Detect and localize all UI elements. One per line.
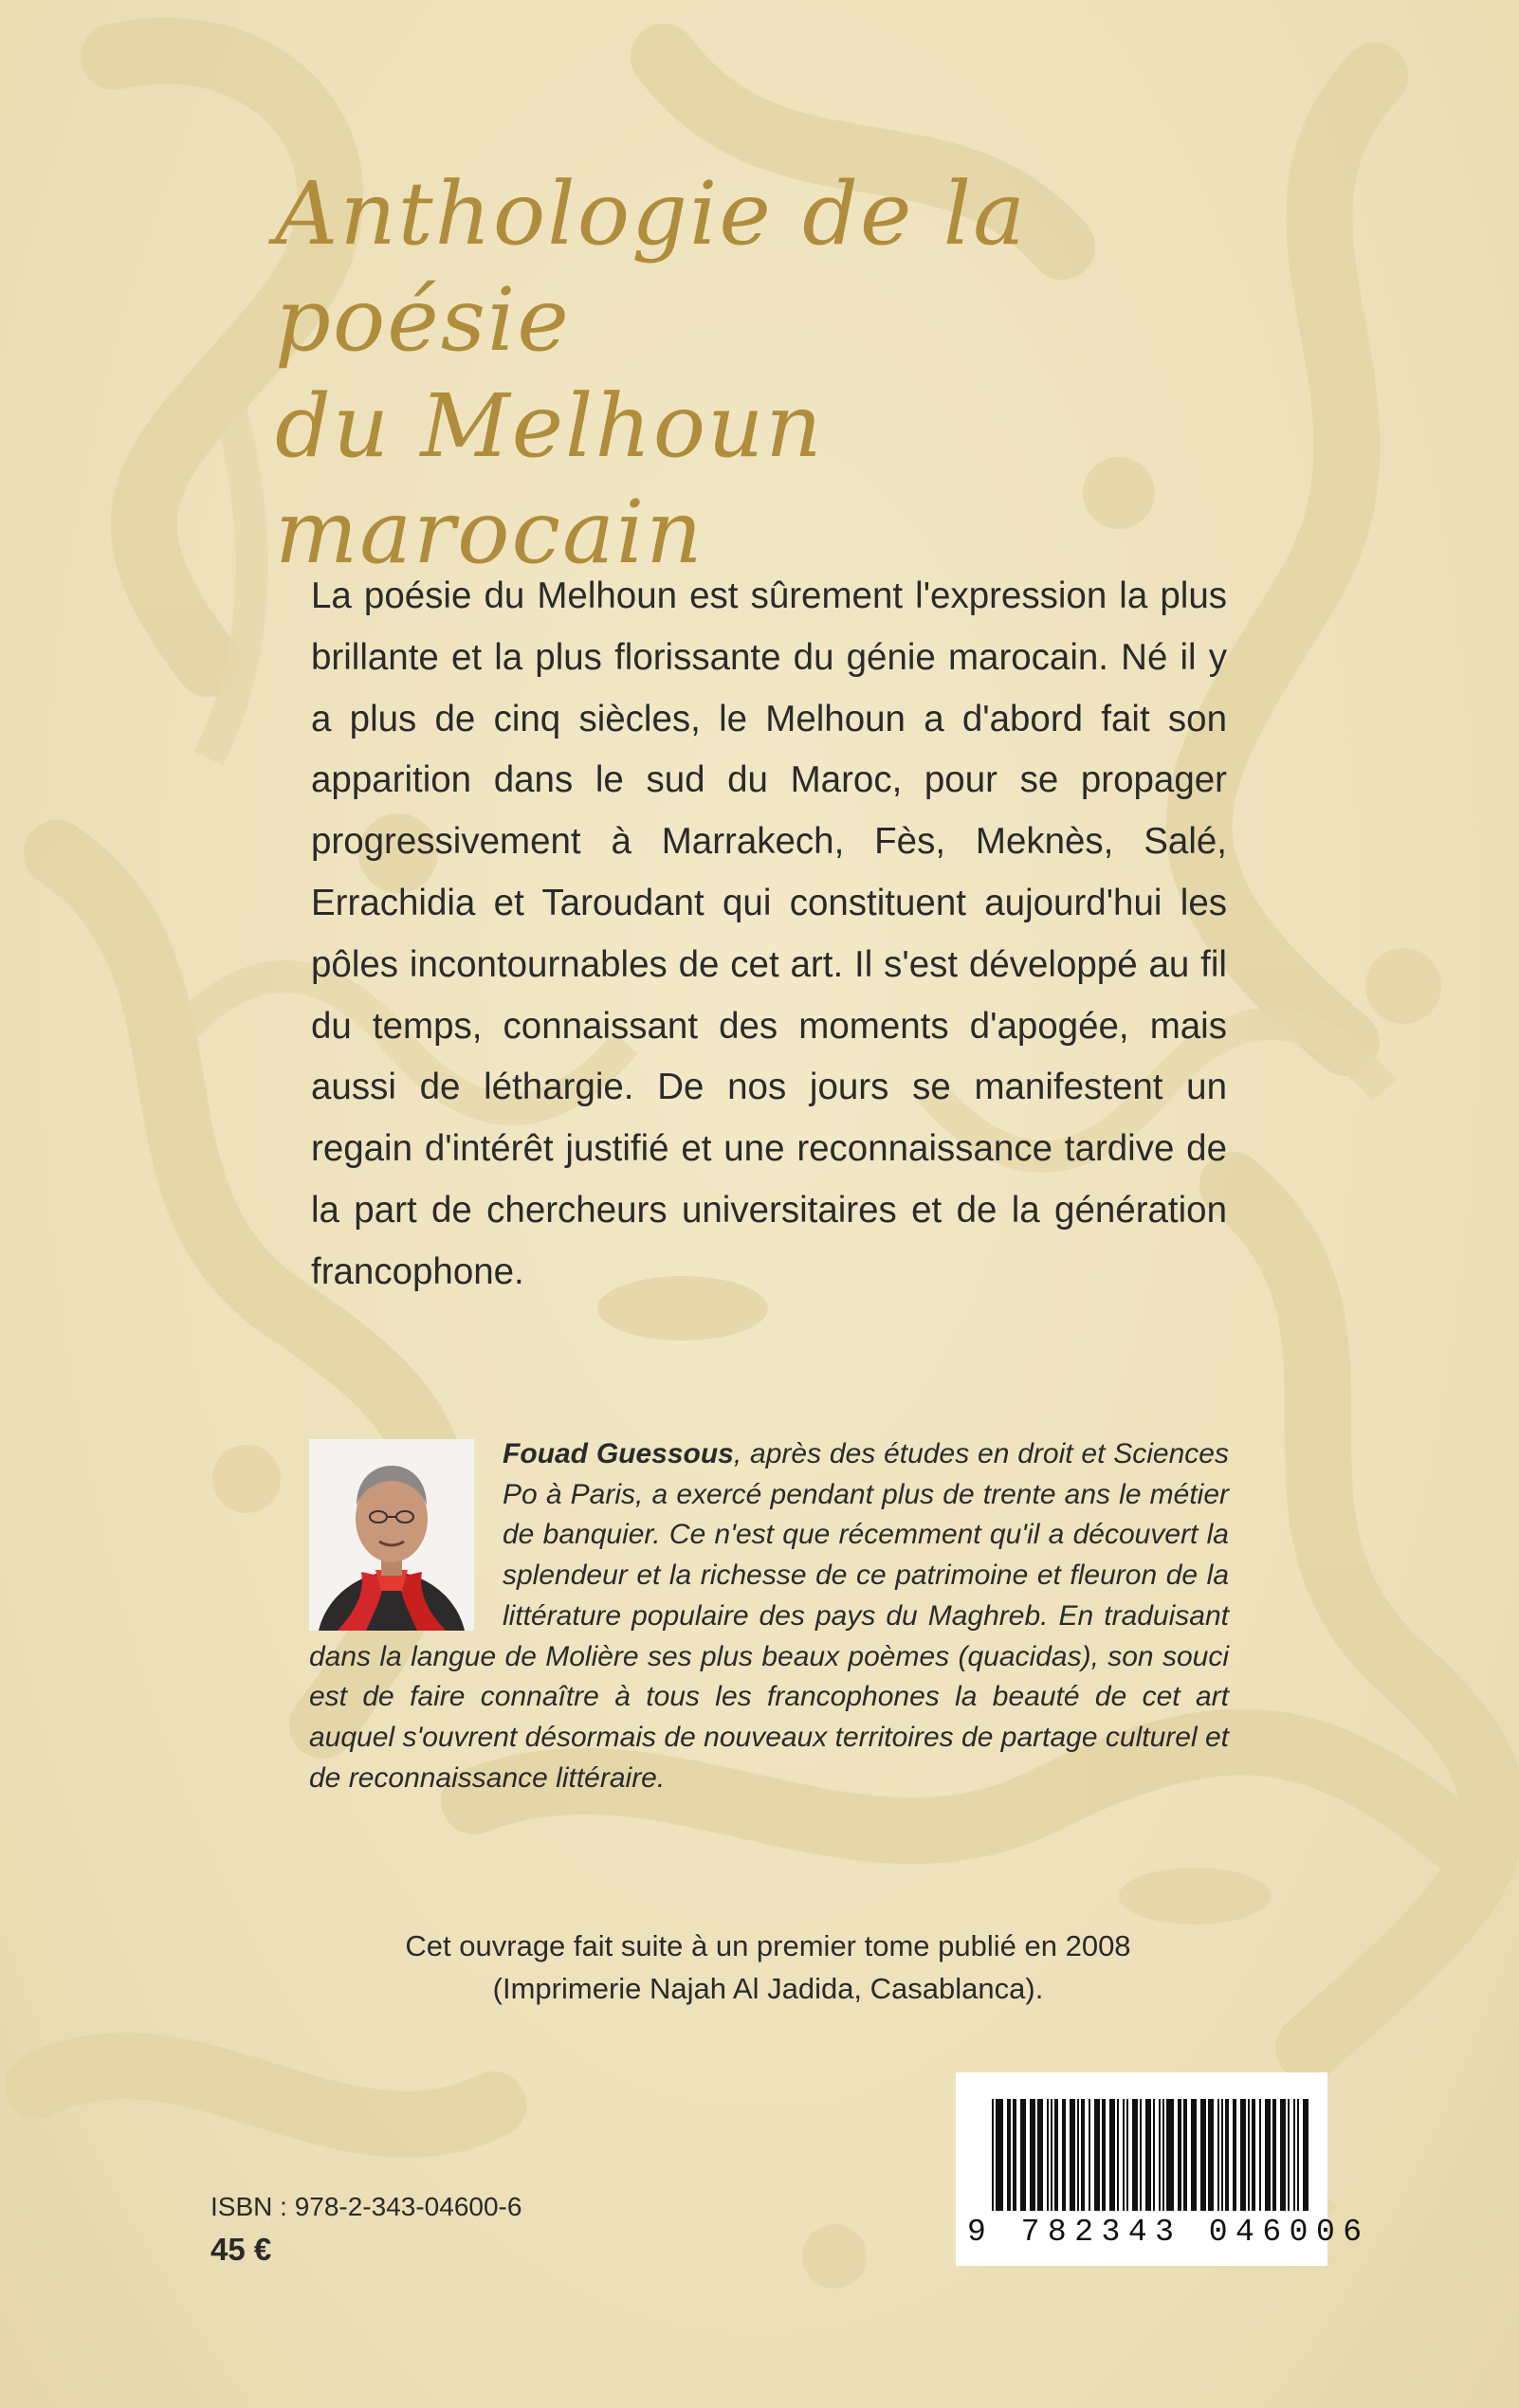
barcode-bar — [1191, 2099, 1197, 2211]
barcode-bar — [1123, 2099, 1125, 2211]
author-portrait-icon — [309, 1439, 474, 1631]
book-summary: La poésie du Melhoun est sûrement l'expression la plus brillante et la plus florissante du génie marocain. Né il y a plus de cinq siècles, le Melhoun a d'abord fait son apparition dans le sud du Maroc, pour se propager progressivement à Marrakech, Fès, Meknès, Salé, Errachidia et Taroudant qui constituent aujourd'hui les pôles incontournables de cet art. Il s'est développé au fil du temps, connaissant des moments d'apogée, mais aussi de léthargie. De nos jours se manifestent un regain d'intérêt justifié et une reconnaissance tardive de la part de chercheurs universitaires et de la génération francophone. — [311, 575, 1227, 1292]
barcode-bar — [1288, 2099, 1290, 2211]
barcode-bar — [1252, 2099, 1255, 2211]
barcode-bar — [1037, 2099, 1043, 2211]
barcode-bar — [1217, 2099, 1219, 2211]
book-title-line1: Anthologie de la poésie — [275, 163, 1027, 371]
barcode-bar — [1240, 2099, 1246, 2211]
barcode-bar — [1225, 2099, 1229, 2211]
barcode-digits: 9 782343 046006 — [967, 2215, 1370, 2250]
author-bio-text: , après des études en droit et Sciences Po à Paris, a exercé pendant plus de trente ans le métier de banquier. Ce n'est que récemment qu'il a découvert la splendeur et la richesse de ce patrimoine et fleuron de la littérature populaire des pays du Maghreb. En traduisant dans la langue de Molière ses plus beaux poèmes (quacidas), son souci est de faire connaître à tous les francophones la beauté de cet art auquel s'ouvrent désormais de nouveaux territoires de partage culturel et de reconnaissance littéraire. — [309, 1438, 1229, 1794]
barcode-bar — [1102, 2099, 1106, 2211]
barcode-bar — [1089, 2099, 1090, 2211]
barcode-bar — [1117, 2099, 1119, 2211]
book-title-line2: du Melhoun marocain — [275, 375, 824, 583]
barcode-bar — [1200, 2099, 1206, 2211]
author-name: Fouad Guessous — [503, 1438, 734, 1469]
barcode-bar — [1162, 2099, 1164, 2211]
barcode-bar — [992, 2099, 994, 2211]
barcode-bar — [1077, 2099, 1079, 2211]
barcode-bar — [1140, 2099, 1142, 2211]
barcode-bar — [1208, 2099, 1214, 2211]
note-line1: Cet ouvrage fait suite à un premier tome publié en 2008 — [405, 1929, 1131, 1962]
barcode-bar — [996, 2099, 1003, 2211]
barcode-bar — [1303, 2099, 1309, 2211]
barcode-bar — [1280, 2099, 1286, 2211]
barcode-bar — [1132, 2099, 1138, 2211]
barcode-bar — [1094, 2099, 1100, 2211]
barcode-bar — [1007, 2099, 1011, 2211]
barcode-bar — [1166, 2099, 1174, 2211]
barcode-bar — [1030, 2099, 1035, 2211]
author-bio-block — [309, 1434, 1229, 1798]
barcode-bar — [1013, 2099, 1016, 2211]
barcode-bar — [1062, 2099, 1066, 2211]
barcode-bar — [1183, 2099, 1187, 2211]
barcode-bar — [1265, 2099, 1271, 2211]
barcode-bar — [1020, 2099, 1026, 2211]
barcode-bar — [1081, 2099, 1085, 2211]
barcode-bar — [1233, 2099, 1236, 2211]
barcode-bar — [1109, 2099, 1115, 2211]
barcode-bar — [1051, 2099, 1052, 2211]
price-label: 45 € — [210, 2232, 272, 2267]
barcode-bar — [1153, 2099, 1155, 2211]
barcode-bar — [1178, 2099, 1181, 2211]
isbn-label: ISBN : 978-2-343-04600-6 — [210, 2192, 522, 2221]
barcode-bar — [1248, 2099, 1250, 2211]
barcode-bar — [1159, 2099, 1161, 2211]
barcode-bar — [1054, 2099, 1058, 2211]
book-title — [275, 161, 1280, 586]
barcode-bar — [1293, 2099, 1295, 2211]
barcode-bar — [1272, 2099, 1276, 2211]
previous-volume-note — [284, 1925, 1252, 2010]
barcode — [956, 2072, 1370, 2266]
barcode-bar — [1126, 2099, 1128, 2211]
barcode-bar — [1221, 2099, 1223, 2211]
barcode-bar — [1259, 2099, 1261, 2211]
barcode-bar — [1145, 2099, 1151, 2211]
note-line2: (Imprimerie Najah Al Jadida, Casablanca). — [492, 1972, 1044, 2005]
author-photo — [309, 1439, 474, 1631]
barcode-bar — [1297, 2099, 1299, 2211]
barcode-bar — [1047, 2099, 1049, 2211]
barcode-bar — [1070, 2099, 1075, 2211]
